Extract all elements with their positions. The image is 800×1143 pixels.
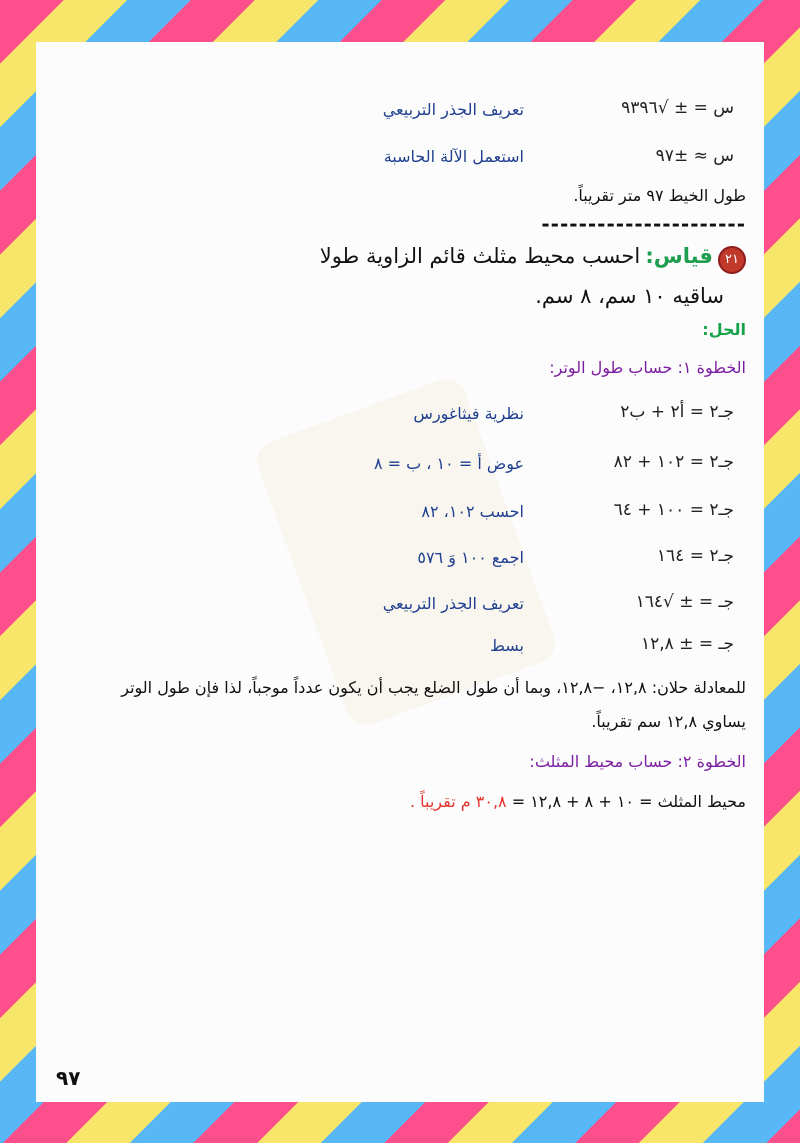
step1-note: اجمع ١٠٠ وَ ٥٧٦: [417, 548, 524, 567]
question-line-1: [320, 244, 746, 274]
note-use-calculator: استعمل الآلة الحاسبة: [383, 147, 524, 166]
dashed-separator: ----------------------: [541, 212, 746, 236]
question-title: قياس:: [645, 244, 713, 268]
solution-label: الحل:: [702, 320, 746, 339]
step1-note: عوض أ = ١٠ ، ب = ٨: [373, 454, 524, 473]
step1-paragraph-line2: يساوي ١٢,٨ سم تقريباً.: [591, 712, 746, 731]
question-text-line2: ساقيه ١٠ سم، ٨ سم.: [535, 284, 724, 308]
step1-note: احسب ١٠٢، ٨٢: [421, 502, 524, 521]
perimeter-result: ٣٠,٨ م تقريباً .: [409, 792, 507, 811]
step1-equation: جـ٢ = ١٠٢ + ٨٢: [613, 452, 734, 472]
step1-note: تعريف الجذر التربيعي: [382, 594, 524, 613]
step1-note: نظرية فيثاغورس: [413, 404, 524, 423]
step1-equation: جـ = ± ١٢,٨: [641, 634, 734, 654]
question-text-line1: احسب محيط مثلث قائم الزاوية طولا: [319, 244, 641, 268]
note-square-root-definition: تعريف الجذر التربيعي: [382, 100, 524, 119]
step1-equation: جـ٢ = ١٠٠ + ٦٤: [613, 500, 734, 520]
step2-heading: الخطوة ٢: حساب محيط المثلث:: [529, 752, 746, 771]
equation-approx: س ≈ ±٩٧: [655, 146, 734, 166]
step1-heading: الخطوة ١: حساب طول الوتر:: [549, 358, 746, 377]
page-number: ٩٧: [56, 1066, 81, 1090]
step1-equation: جـ٢ = ١٦٤: [656, 546, 734, 566]
step1-equation: جـ = ± √١٦٤: [635, 592, 734, 612]
step2-equation: [410, 792, 746, 811]
step1-paragraph-line1: للمعادلة حلان: ١٢,٨، −١٢,٨، وبما أن طول الضلع يجب أن يكون عدداً موجباً، لذا فإن طول الوتر: [121, 678, 746, 697]
step1-equation: جـ٢ = أ٢ + ب٢: [620, 402, 734, 422]
conclusion-text: طول الخيط ٩٧ متر تقريباً.: [573, 186, 746, 205]
page-sheet: [36, 42, 764, 1102]
step1-note: بسط: [490, 636, 524, 655]
perimeter-expression: محيط المثلث = ١٠ + ٨ + ١٢,٨ =: [506, 792, 746, 811]
equation-sqrt: س = ± √٩٣٩٦: [621, 98, 734, 118]
question-number-badge: ٢١: [718, 246, 746, 274]
